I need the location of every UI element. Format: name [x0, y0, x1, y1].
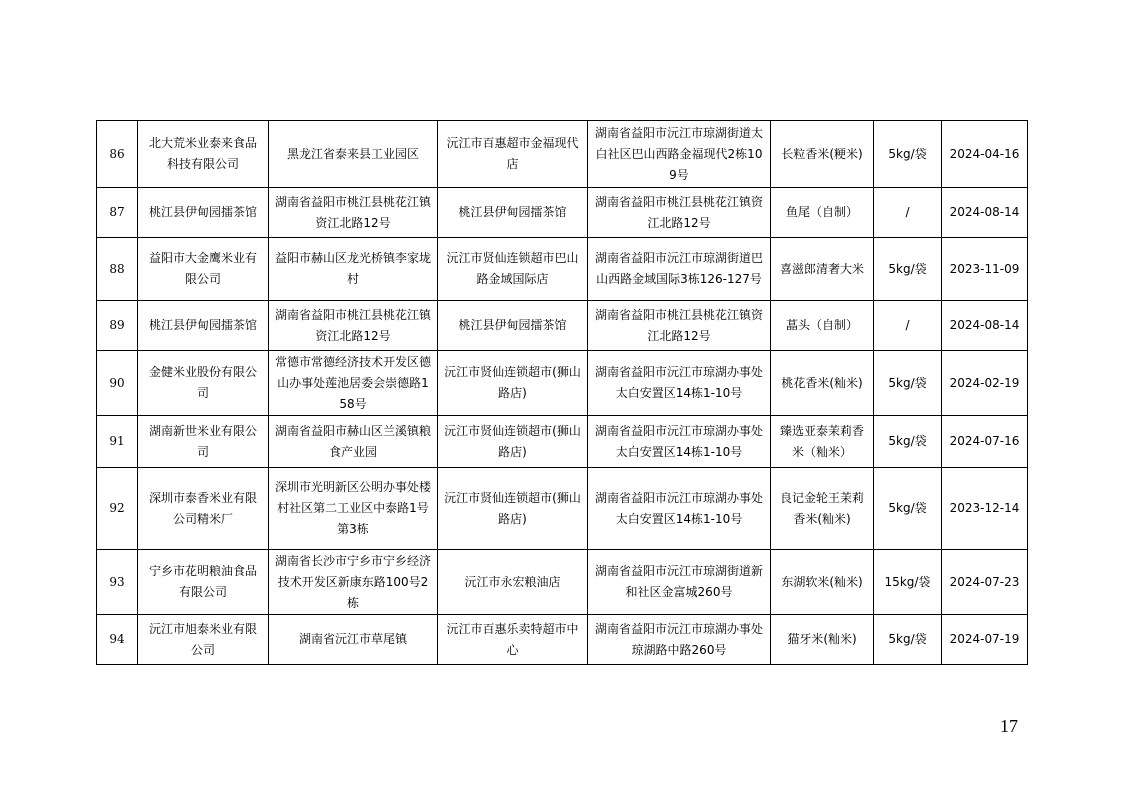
cell-producer: 桃江县伊甸园擂茶馆 [138, 188, 269, 238]
cell-seller: 沅江市百惠乐卖特超市中心 [438, 615, 588, 665]
cell-producer: 桃江县伊甸园擂茶馆 [138, 301, 269, 351]
cell-no: 93 [97, 550, 138, 615]
table-row [97, 351, 1028, 416]
cell-product: 桃花香米(籼米) [771, 351, 874, 416]
cell-producer-address: 湖南省沅江市草尾镇 [269, 615, 438, 665]
cell-product: 臻选亚泰茉莉香米（籼米） [771, 416, 874, 468]
cell-producer-address: 湖南省益阳市赫山区兰溪镇粮食产业园 [269, 416, 438, 468]
table-row [97, 121, 1028, 188]
cell-date: 2024-08-14 [942, 188, 1028, 238]
cell-seller-address: 湖南省益阳市桃江县桃花江镇资江北路12号 [588, 188, 771, 238]
cell-date: 2024-02-19 [942, 351, 1028, 416]
cell-seller-address: 湖南省益阳市沅江市琼湖街道太白社区巴山西路金福现代2栋109号 [588, 121, 771, 188]
cell-producer: 北大荒米业泰来食品科技有限公司 [138, 121, 269, 188]
cell-spec: 15kg/袋 [874, 550, 942, 615]
cell-producer-address: 黑龙江省泰来县工业园区 [269, 121, 438, 188]
table-row [97, 238, 1028, 301]
cell-seller-address: 湖南省益阳市沅江市琼湖办事处太白安置区14栋1-10号 [588, 416, 771, 468]
cell-producer: 沅江市旭泰米业有限公司 [138, 615, 269, 665]
table-row [97, 615, 1028, 665]
cell-spec: 5kg/袋 [874, 351, 942, 416]
cell-seller: 桃江县伊甸园擂茶馆 [438, 188, 588, 238]
cell-producer-address: 常德市常德经济技术开发区德山办事处莲池居委会崇德路158号 [269, 351, 438, 416]
cell-product: 猫牙米(籼米) [771, 615, 874, 665]
cell-no: 91 [97, 416, 138, 468]
cell-seller-address: 湖南省益阳市沅江市琼湖办事处太白安置区14栋1-10号 [588, 351, 771, 416]
cell-product: 鱼尾（自制） [771, 188, 874, 238]
table-row [97, 416, 1028, 468]
cell-spec: 5kg/袋 [874, 615, 942, 665]
cell-seller: 沅江市贤仙连锁超市(狮山路店) [438, 351, 588, 416]
cell-no: 86 [97, 121, 138, 188]
cell-no: 88 [97, 238, 138, 301]
sample-table [96, 120, 1028, 665]
cell-producer-address: 湖南省益阳市桃江县桃花江镇资江北路12号 [269, 188, 438, 238]
cell-spec: 5kg/袋 [874, 238, 942, 301]
cell-date: 2024-08-14 [942, 301, 1028, 351]
cell-spec: 5kg/袋 [874, 416, 942, 468]
cell-no: 89 [97, 301, 138, 351]
cell-seller: 沅江市百惠超市金福现代店 [438, 121, 588, 188]
cell-producer: 宁乡市花明粮油食品有限公司 [138, 550, 269, 615]
cell-date: 2023-11-09 [942, 238, 1028, 301]
cell-producer-address: 益阳市赫山区龙光桥镇李家垅村 [269, 238, 438, 301]
cell-spec: 5kg/袋 [874, 121, 942, 188]
page-number: 17 [1000, 716, 1018, 736]
cell-spec: 5kg/袋 [874, 468, 942, 550]
cell-seller-address: 湖南省益阳市桃江县桃花江镇资江北路12号 [588, 301, 771, 351]
cell-seller: 沅江市贤仙连锁超市巴山路金域国际店 [438, 238, 588, 301]
table-body [97, 121, 1028, 665]
cell-spec: / [874, 188, 942, 238]
cell-product: 东湖软米(籼米) [771, 550, 874, 615]
cell-product: 良记金轮王茉莉香米(籼米) [771, 468, 874, 550]
cell-seller: 沅江市永宏粮油店 [438, 550, 588, 615]
cell-producer: 湖南新世米业有限公司 [138, 416, 269, 468]
cell-no: 92 [97, 468, 138, 550]
cell-product: 喜滋郎清奢大米 [771, 238, 874, 301]
table-row [97, 188, 1028, 238]
cell-product: 长粒香米(粳米) [771, 121, 874, 188]
cell-date: 2024-07-16 [942, 416, 1028, 468]
cell-seller: 桃江县伊甸园擂茶馆 [438, 301, 588, 351]
cell-seller: 沅江市贤仙连锁超市(狮山路店) [438, 416, 588, 468]
cell-seller-address: 湖南省益阳市沅江市琼湖办事处琼湖路中路260号 [588, 615, 771, 665]
cell-seller: 沅江市贤仙连锁超市(狮山路店) [438, 468, 588, 550]
cell-no: 87 [97, 188, 138, 238]
table-row [97, 550, 1028, 615]
cell-seller-address: 湖南省益阳市沅江市琼湖办事处太白安置区14栋1-10号 [588, 468, 771, 550]
cell-seller-address: 湖南省益阳市沅江市琼湖街道新和社区金富城260号 [588, 550, 771, 615]
cell-seller-address: 湖南省益阳市沅江市琼湖街道巴山西路金域国际3栋126-127号 [588, 238, 771, 301]
cell-date: 2024-07-23 [942, 550, 1028, 615]
table-row [97, 468, 1028, 550]
table-row [97, 301, 1028, 351]
cell-producer: 深圳市泰香米业有限公司精米厂 [138, 468, 269, 550]
cell-product: 蕌头（自制） [771, 301, 874, 351]
cell-producer: 金健米业股份有限公司 [138, 351, 269, 416]
cell-producer-address: 湖南省长沙市宁乡市宁乡经济技术开发区新康东路100号2栋 [269, 550, 438, 615]
cell-producer: 益阳市大金鹰米业有限公司 [138, 238, 269, 301]
cell-producer-address: 深圳市光明新区公明办事处楼村社区第二工业区中泰路1号第3栋 [269, 468, 438, 550]
cell-producer-address: 湖南省益阳市桃江县桃花江镇资江北路12号 [269, 301, 438, 351]
cell-date: 2023-12-14 [942, 468, 1028, 550]
cell-no: 90 [97, 351, 138, 416]
cell-spec: / [874, 301, 942, 351]
cell-no: 94 [97, 615, 138, 665]
cell-date: 2024-07-19 [942, 615, 1028, 665]
cell-date: 2024-04-16 [942, 121, 1028, 188]
